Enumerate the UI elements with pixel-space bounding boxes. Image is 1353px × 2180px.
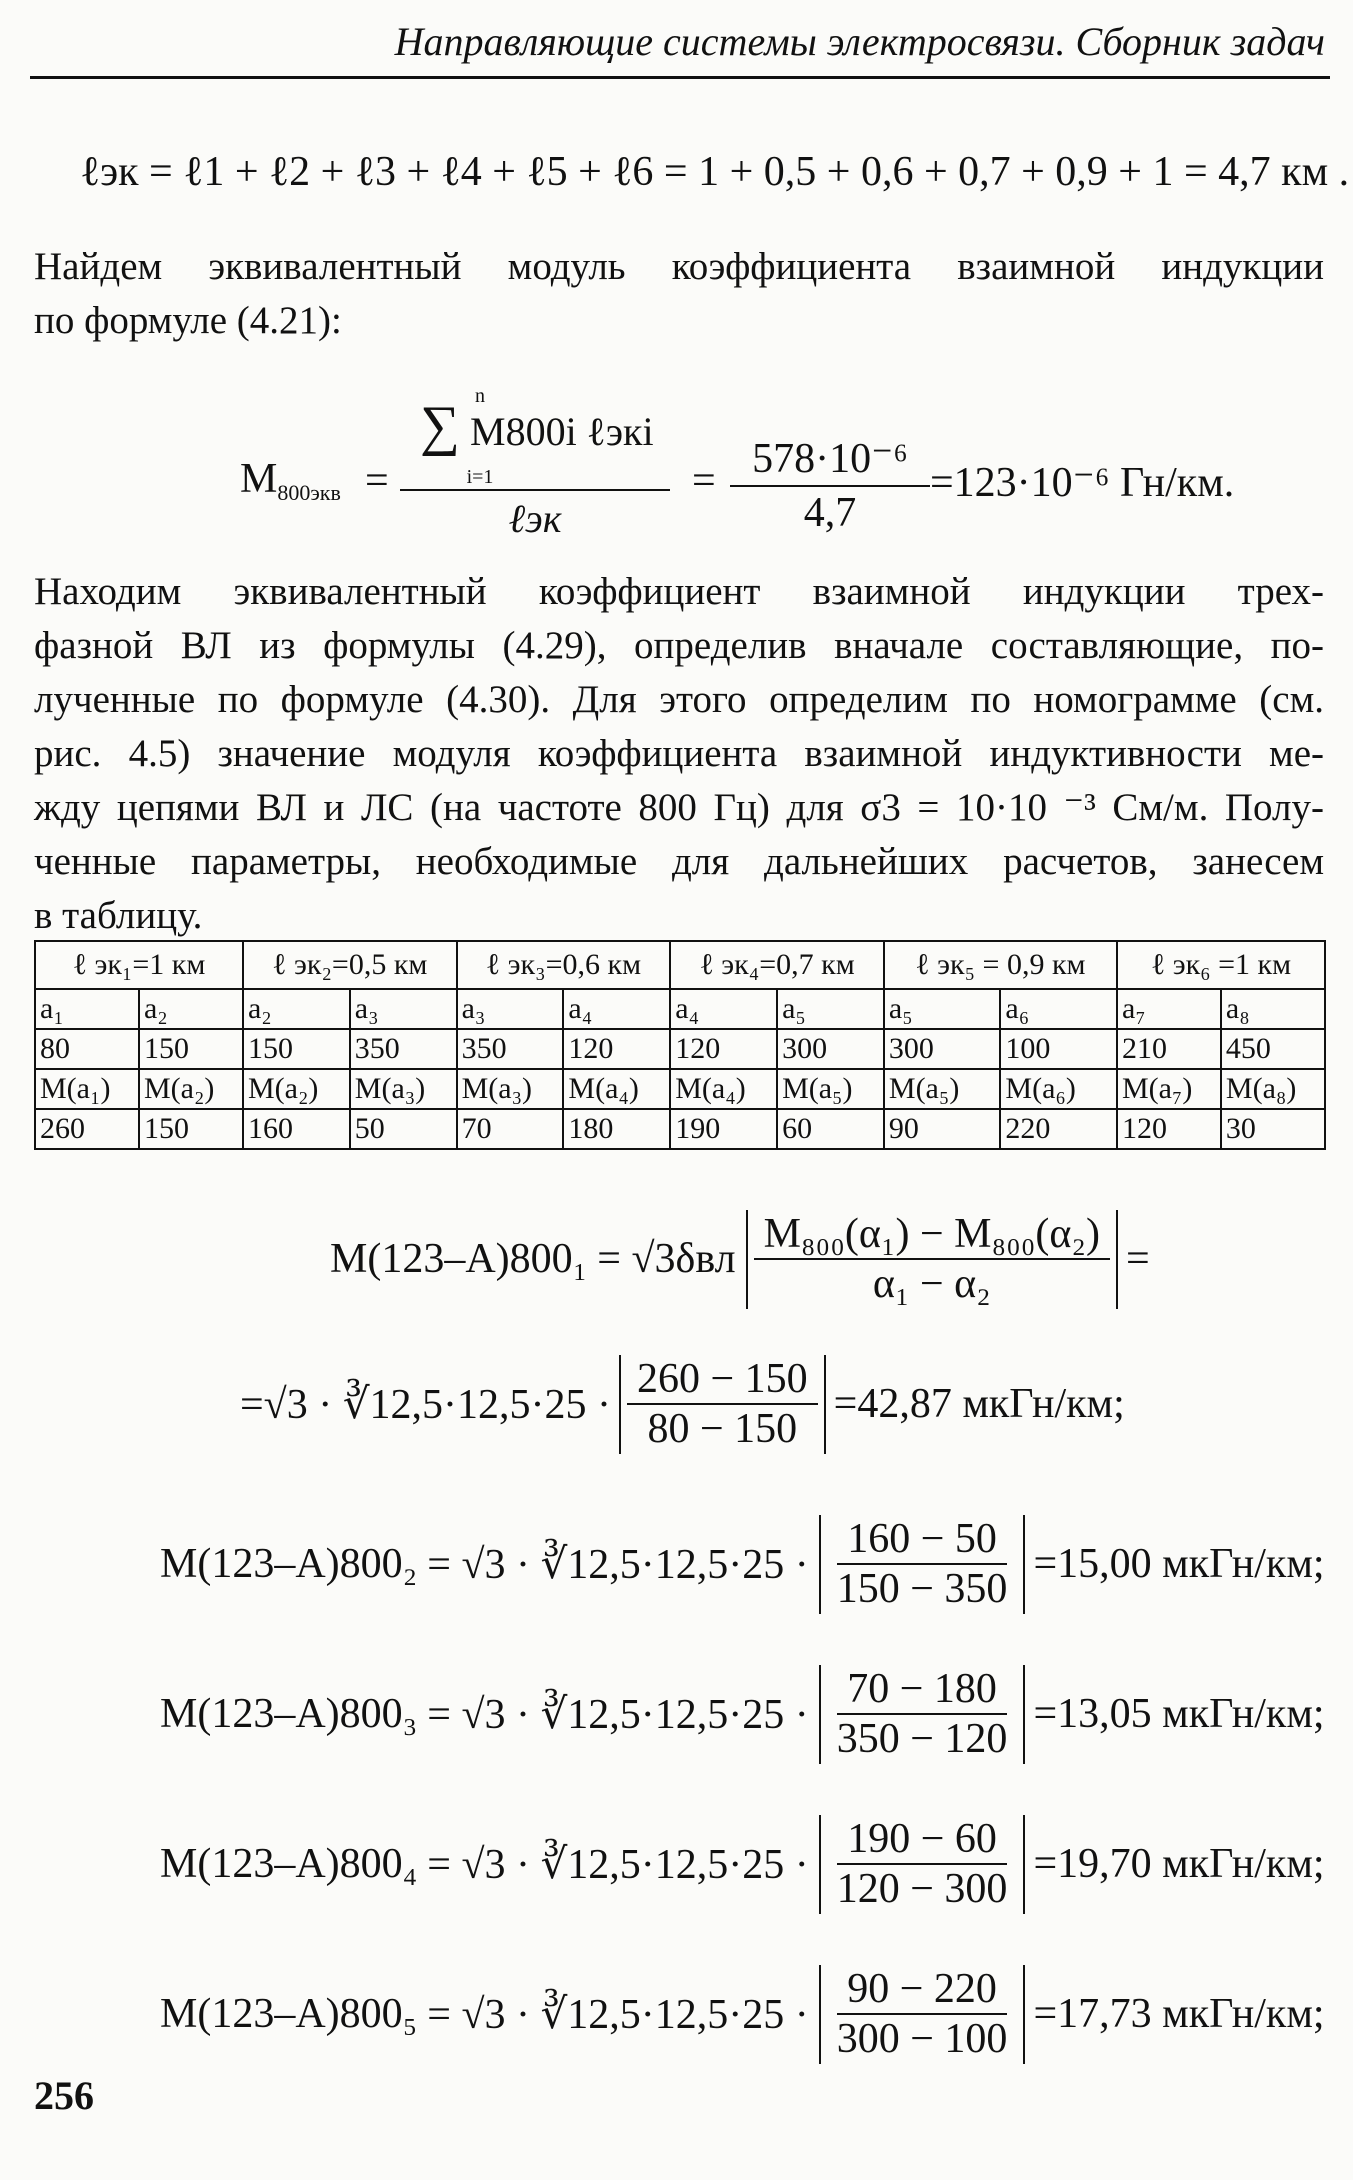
- eq-general-tail: =: [1126, 1236, 1150, 1283]
- table-cell: M(a₅): [884, 1069, 1001, 1109]
- table-header-cell: ℓ эк₂=0,5 км: [243, 941, 457, 989]
- table-cell: a₂: [139, 989, 243, 1029]
- table-cell: 450: [1221, 1029, 1325, 1069]
- eq1-prefix: =√3 · ∛12,5·12,5·25 ·: [240, 1382, 611, 1429]
- table-cell: M(a₄): [670, 1069, 777, 1109]
- table-cell: 220: [1000, 1109, 1117, 1149]
- parameters-table: [34, 940, 1326, 1150]
- table-cell: a₅: [884, 989, 1001, 1029]
- table-cell: 160: [243, 1109, 350, 1149]
- table-cell: 150: [139, 1109, 243, 1149]
- equation-5: [160, 1965, 1325, 2064]
- eq5-absval: [819, 1965, 1026, 2064]
- formula2-num2: 578·10⁻⁶: [730, 433, 930, 487]
- equation-4: [160, 1815, 1325, 1914]
- table-row: [35, 1109, 1325, 1149]
- eq4-absval: [819, 1815, 1026, 1914]
- table-cell: a₄: [563, 989, 670, 1029]
- running-header: Направляющие системы электросвязи. Сборник задач: [394, 19, 1325, 64]
- paragraph-2: [34, 565, 1324, 943]
- eq2-expr: = √3 · ∛12,5·12,5·25 ·: [427, 1542, 809, 1589]
- table-cell: 80: [35, 1029, 139, 1069]
- paragraph-1: [34, 240, 1324, 348]
- table-header-cell: ℓ эк₅ = 0,9 км: [884, 941, 1117, 989]
- paragraph-2-line-5: жду цепями ВЛ и ЛС (на частоте 800 Гц) для σ3 = 10·10 ⁻³ См/м. Полу-: [34, 786, 1324, 829]
- table-cell: a₁: [35, 989, 139, 1029]
- table-cell: 350: [350, 1029, 457, 1069]
- table-cell: 120: [1117, 1109, 1221, 1149]
- table-cell: M(a₃): [457, 1069, 564, 1109]
- paragraph-1-line-1: Найдем эквивалентный модуль коэффициента взаимной индукции: [34, 245, 1324, 288]
- paragraph-2-line-7: в таблицу.: [34, 894, 203, 937]
- eq1-num: 260 − 150: [627, 1355, 818, 1405]
- header-rule: [30, 76, 1330, 79]
- table-cell: 150: [243, 1029, 350, 1069]
- equation-3: [160, 1665, 1325, 1764]
- sum-top: n: [475, 385, 485, 407]
- table-header-row: [35, 941, 1325, 989]
- table-row: [35, 1029, 1325, 1069]
- eq4-den: 120 − 300: [836, 1866, 1008, 1913]
- table-cell: M(a₅): [777, 1069, 884, 1109]
- eq1-den: 80 − 150: [647, 1406, 798, 1453]
- eq-general-den: α₁ − α₂: [872, 1261, 991, 1308]
- table-cell: 350: [457, 1029, 564, 1069]
- equation-2: [160, 1515, 1325, 1614]
- table-cell: 70: [457, 1109, 564, 1149]
- formula-total-length: ℓэк = ℓ1 + ℓ2 + ℓ3 + ℓ4 + ℓ5 + ℓ6 = 1 + 0,5 + 0,6 + 0,7 + 0,9 + 1 = 4,7 км .: [80, 149, 1350, 195]
- table-cell: 300: [777, 1029, 884, 1069]
- eq5-result: =17,73 мкГн/км;: [1033, 1991, 1325, 2038]
- eq5-lhs: M(123–A)800₅: [160, 1991, 418, 2038]
- paragraph-2-line-1: Находим эквивалентный коэффициент взаимной индукции трех-: [34, 570, 1324, 613]
- formula2-den2: 4,7: [803, 490, 857, 536]
- table-cell: 120: [563, 1029, 670, 1069]
- sum-icon: ∑: [420, 395, 460, 457]
- eq-general-absval: [746, 1210, 1118, 1309]
- table-cell: 120: [670, 1029, 777, 1069]
- eq4-expr: = √3 · ∛12,5·12,5·25 ·: [427, 1842, 809, 1889]
- eq5-den: 300 − 100: [836, 2016, 1008, 2063]
- table-cell: M(a₂): [139, 1069, 243, 1109]
- eq-general-num: M₈₀₀(α₁) − M₈₀₀(α₂): [754, 1210, 1110, 1260]
- eq2-den: 150 − 350: [836, 1566, 1008, 1613]
- formula2-frac2: [730, 433, 930, 537]
- table-cell: 180: [563, 1109, 670, 1149]
- table-cell: M(a₇): [1117, 1069, 1221, 1109]
- table-cell: a₂: [243, 989, 350, 1029]
- formula2-result: =123·10⁻⁶ Гн/км.: [930, 460, 1235, 506]
- table-cell: M(a₂): [243, 1069, 350, 1109]
- table-cell: a₄: [670, 989, 777, 1029]
- eq1-result: =42,87 мкГн/км;: [833, 1381, 1125, 1428]
- table-cell: 300: [884, 1029, 1001, 1069]
- table-cell: 210: [1117, 1029, 1221, 1069]
- table-cell: a₃: [457, 989, 564, 1029]
- table-cell: a₅: [777, 989, 884, 1029]
- sum-bottom: i=1: [466, 466, 494, 488]
- eq4-result: =19,70 мкГн/км;: [1033, 1841, 1325, 1888]
- table-cell: a₆: [1000, 989, 1117, 1029]
- paragraph-2-line-6: ченные параметры, необходимые для дальнейших расчетов, занесем: [34, 840, 1324, 883]
- table-cell: a₇: [1117, 989, 1221, 1029]
- table-row: [35, 989, 1325, 1029]
- table-cell: 150: [139, 1029, 243, 1069]
- table-cell: 100: [1000, 1029, 1117, 1069]
- table-cell: 30: [1221, 1109, 1325, 1149]
- eq3-expr: = √3 · ∛12,5·12,5·25 ·: [427, 1692, 809, 1739]
- table-header-cell: ℓ эк₁=1 км: [35, 941, 243, 989]
- table-cell: M(a₁): [35, 1069, 139, 1109]
- paragraph-2-line-3: лученные по формуле (4.30). Для этого определим по номограмме (см.: [34, 678, 1324, 721]
- table-cell: 90: [884, 1109, 1001, 1149]
- eq3-num: 70 − 180: [837, 1665, 1007, 1715]
- formula2-den: ℓэк: [508, 496, 562, 541]
- eq3-absval: [819, 1665, 1026, 1764]
- paragraph-2-line-2: фазной ВЛ из формулы (4.29), определив вначале составляющие, по-: [34, 624, 1324, 667]
- sum-term: M800i ℓэкi: [470, 409, 654, 454]
- table-header-cell: ℓ эк₃=0,6 км: [457, 941, 671, 989]
- eq2-num: 160 − 50: [837, 1515, 1007, 1565]
- table-cell: 260: [35, 1109, 139, 1149]
- formula2-frac1: [400, 385, 670, 542]
- eq3-lhs: M(123–A)800₃: [160, 1691, 418, 1738]
- table-cell: a₃: [350, 989, 457, 1029]
- formula2-eq2: =: [692, 458, 716, 504]
- eq5-num: 90 − 220: [837, 1965, 1007, 2015]
- table-cell: 60: [777, 1109, 884, 1149]
- eq2-lhs: M(123–A)800₂: [160, 1541, 418, 1588]
- paragraph-1-line-2: по формуле (4.21):: [34, 299, 342, 342]
- table-cell: M(a₄): [563, 1069, 670, 1109]
- table-cell: M(a₃): [350, 1069, 457, 1109]
- table-row: [35, 1069, 1325, 1109]
- table-cell: 50: [350, 1109, 457, 1149]
- table-header-cell: ℓ эк₆ =1 км: [1117, 941, 1325, 989]
- eq-general-lhs: M(123–A)800₁: [330, 1236, 588, 1283]
- formula-equivalent-modulus: [240, 385, 1235, 555]
- formula2-lhs: $M_{800экв}$: [240, 456, 341, 505]
- equation-general: [330, 1210, 1150, 1309]
- equation-1: [240, 1355, 1125, 1454]
- table-cell: M(a₆): [1000, 1069, 1117, 1109]
- eq3-den: 350 − 120: [836, 1716, 1008, 1763]
- eq4-lhs: M(123–A)800₄: [160, 1841, 418, 1888]
- eq4-num: 190 − 60: [837, 1815, 1007, 1865]
- table-cell: 190: [670, 1109, 777, 1149]
- sum-expression: [400, 395, 670, 464]
- eq3-result: =13,05 мкГн/км;: [1033, 1691, 1325, 1738]
- formula2-eq: =: [365, 458, 389, 504]
- page-number: 256: [34, 2073, 94, 2118]
- table-cell: M(a₈): [1221, 1069, 1325, 1109]
- eq2-absval: [819, 1515, 1026, 1614]
- table-cell: a₈: [1221, 989, 1325, 1029]
- paragraph-2-line-4: рис. 4.5) значение модуля коэффициента взаимной индуктивности ме-: [34, 732, 1324, 775]
- eq1-absval: [619, 1355, 826, 1454]
- eq2-result: =15,00 мкГн/км;: [1033, 1541, 1325, 1588]
- eq-general-mid: = √3δвл: [597, 1236, 736, 1283]
- table-header-cell: ℓ эк₄=0,7 км: [670, 941, 884, 989]
- eq5-expr: = √3 · ∛12,5·12,5·25 ·: [427, 1992, 809, 2039]
